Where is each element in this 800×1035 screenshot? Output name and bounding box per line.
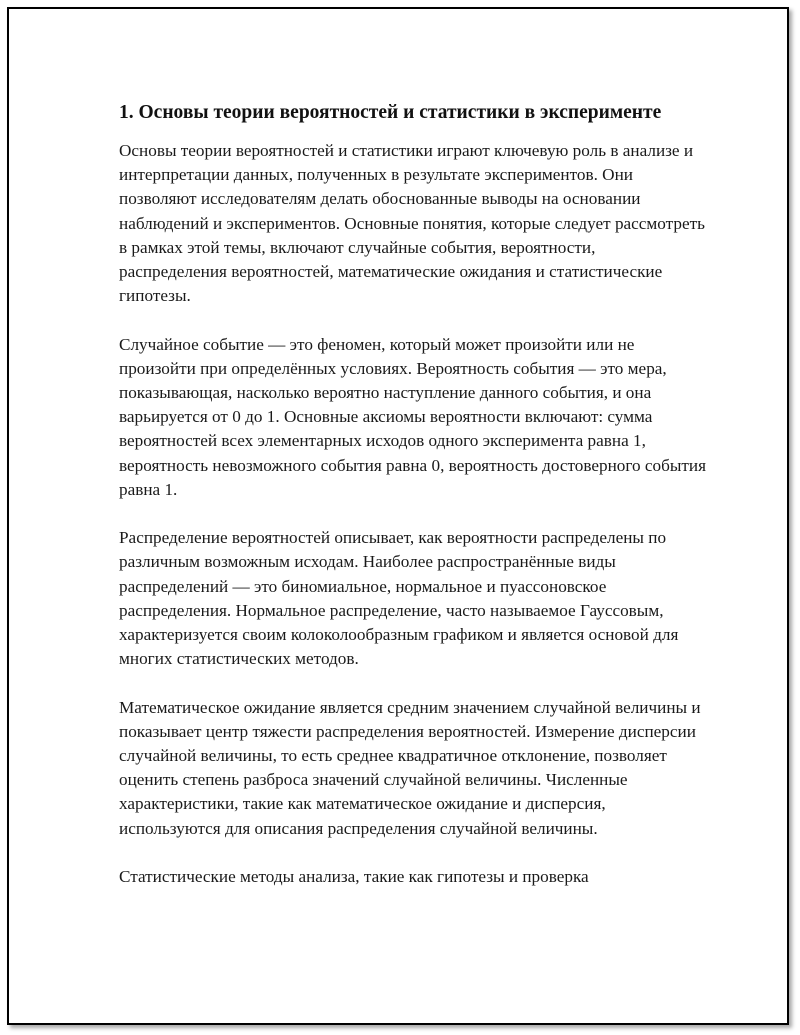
paragraph-distribution: Распределение вероятностей описывает, как вероятности распределены по различным возможным исходам. Наиболее распространённые виды распределений — это биномиальное, нормальное и пуассоновское распределения. Нормальное распределение, часто называемое Гауссовым, характеризуется своим колоколообразным графиком и является основой для многих статистических методов. (119, 528, 679, 669)
paragraph-statistical-methods: Статистические методы анализа, такие как гипотезы и проверка (119, 867, 589, 887)
page-frame (7, 7, 789, 1025)
paragraph-expectation: Математическое ожидание является средним значением случайной величины и показывает центр тяжести распределения вероятностей. Измерение дисперсии случайной величины, то есть среднее квадратичное отклонение, позволяет оценить степень разброса значений случайной величины. Численные характеристики, такие как математическое ожидание и дисперсия, используются для описания распределения случайной величины. (119, 697, 701, 838)
paragraph-random-event: Случайное событие — это феномен, который может произойти или не произойти при определённых условиях. Вероятность события — это мера, показывающая, насколько вероятно наступление данного события, и она варьируется от 0 до 1. Основные аксиомы вероятности включают: сумма вероятностей всех элементарных исходов одного эксперимента равна 1, вероятность невозможного события равна 0, вероятность достоверного события равна 1. (119, 334, 707, 499)
paragraph-intro: Основы теории вероятностей и статистики играют ключевую роль в анализе и интерпретации данных, полученных в результате экспериментов. Они позволяют исследователям делать обоснованные выводы на основании наблюдений и экспериментов. Основные понятия, которые следует рассмотреть в рамках этой темы, включают случайные события, вероятности, распределения вероятностей, математические ожидания и статистические гипотезы. (119, 141, 705, 306)
section-heading: 1. Основы теории вероятностей и статистики в эксперименте (119, 102, 662, 123)
document-body (119, 99, 707, 913)
